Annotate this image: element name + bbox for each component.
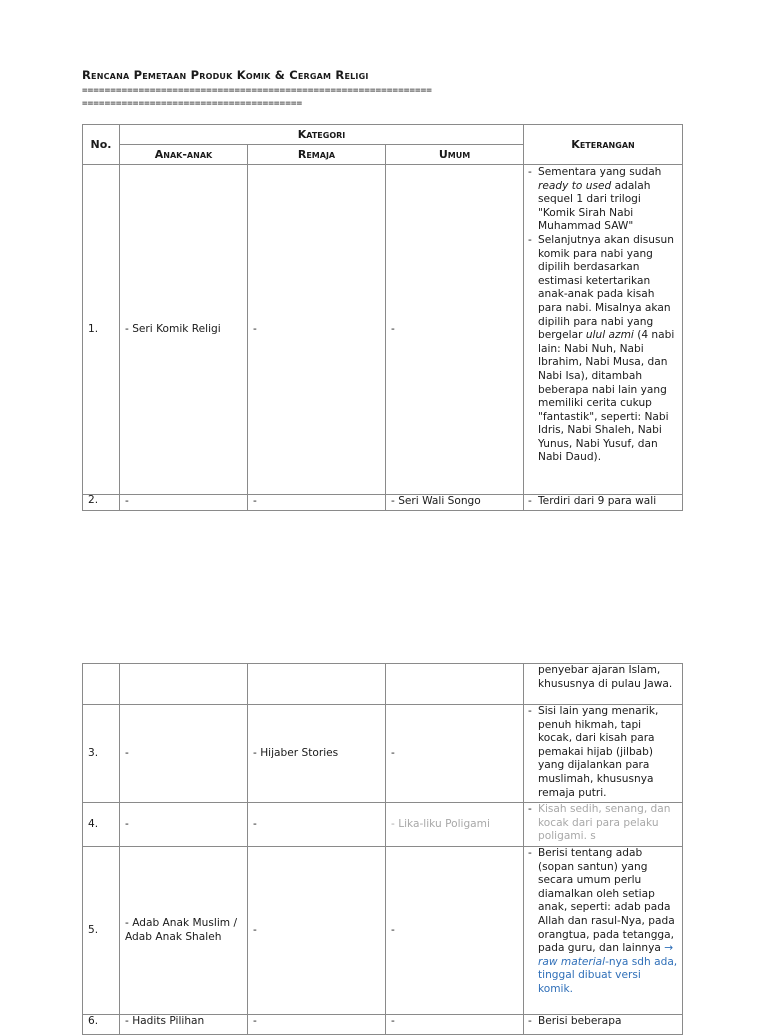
header-keterangan: Keterangan [524,125,683,165]
cell-remaja: - [248,1015,386,1035]
cell-remaja: - [248,165,386,495]
cell-umum: - [386,1015,524,1035]
cell-keterangan: - Sementara yang sudah ready to used adalah sequel 1 dari trilogi "Komik Sirah Nabi Muhammad SAW" - Selanjutnya akan disusun komik para nabi yang dipilih berdasarkan estimasi ketertarikan anak-anak pada kisah para nabi. Misalnya akan dipilih para nabi yang bergelar ulul azmi (4 nabi lain: Nabi Nuh, Nabi Ibrahim, Nabi Musa, dan Nabi Isa), ditambah beberapa nabi lain yang memiliki cerita cukup "fantastik", seperti: Nabi Idris, Nabi Shaleh, Nabi Yunus, Nabi Yusuf, dan Nabi Daud). [524,165,683,495]
cell-keterangan: - Kisah sedih, senang, dan kocak dari para pelaku poligami. s [524,803,683,847]
separator-line: ======================================= [82,98,303,109]
cell-anak-anak: - Seri Komik Religi [120,165,248,495]
cell-remaja: - [248,847,386,1015]
row-number: 2. [83,495,120,511]
cell-remaja: - [248,803,386,847]
cell-anak-anak: - [120,803,248,847]
row-number: 4. [83,803,120,847]
table-row [83,803,683,847]
cell-keterangan: - Berisi tentang adab (sopan santun) yang secara umum perlu diamalkan oleh setiap anak, seperti: adab pada Allah dan rasul-Nya, pada orangtua, pada tetangga, pada guru, dan lainnya → raw material-nya sdh ada, tinggal dibuat versi komik. [524,847,683,1015]
table-row [83,165,683,495]
header-kategori: Kategori [120,125,524,145]
header-anak-anak: Anak-anak [120,145,248,165]
cell-umum: - [386,165,524,495]
product-mapping-table-continued [82,663,683,1035]
cell-keterangan: penyebar ajaran Islam, khususnya di pulau Jawa. [524,664,683,705]
cell-anak-anak: - Adab Anak Muslim / Adab Anak Shaleh [120,847,248,1015]
document-title: Rencana Pemetaan Produk Komik & Cergam Religi [82,68,369,82]
cell-umum: - [386,705,524,803]
header-remaja: Remaja [248,145,386,165]
cell-umum: - Seri Wali Songo [386,495,524,511]
row-number: 5. [83,847,120,1015]
header-umum: Umum [386,145,524,165]
row-number: 6. [83,1015,120,1035]
table-row [83,1015,683,1035]
cell-keterangan: - Berisi beberapa [524,1015,683,1035]
cell-remaja: - [248,495,386,511]
cell-anak-anak: - [120,495,248,511]
header-no: No. [83,125,120,165]
product-mapping-table [82,124,683,511]
table-row [83,495,683,511]
cell-remaja: - Hijaber Stories [248,705,386,803]
cell-umum: - [386,847,524,1015]
table-row [83,705,683,803]
cell-keterangan: - Terdiri dari 9 para wali [524,495,683,511]
row-number: 1. [83,165,120,495]
table-row [83,847,683,1015]
separator-line: ============================================================== [82,85,432,96]
table-row [83,664,683,705]
cell-keterangan: - Sisi lain yang menarik, penuh hikmah, tapi kocak, dari kisah para pemakai hijab (jilbab) yang dijalankan para muslimah, khususnya remaja putri. [524,705,683,803]
cell-umum: - Lika-liku Poligami [386,803,524,847]
cell-anak-anak: - [120,705,248,803]
cell-anak-anak: - Hadits Pilihan [120,1015,248,1035]
row-number: 3. [83,705,120,803]
arrow-right-icon: → [664,942,674,955]
